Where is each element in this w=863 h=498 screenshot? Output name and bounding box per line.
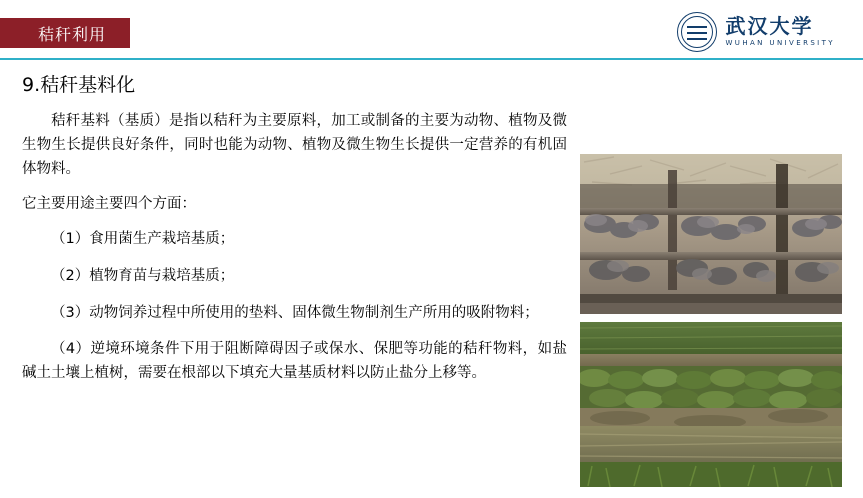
header-divider: [0, 58, 863, 60]
turf-photo-art: [580, 322, 842, 487]
header-section-label: 秸秆利用: [38, 24, 107, 44]
university-name-en: WUHAN UNIVERSITY: [725, 39, 835, 48]
slide-header: [0, 0, 863, 60]
university-logo-text: [725, 16, 835, 47]
paragraph-definition: 秸秆基料（基质）是指以秸秆为主要原料，加工或制备的主要为动物、植物及微生物生长提供良好条件，同时也能为动物、植物及微生物生长提供一定营养的有机固体物料。: [22, 113, 567, 177]
slide-body: [22, 110, 567, 399]
page-title: 9.秸秆基料化: [22, 74, 136, 96]
mushroom-cultivation-photo: [580, 154, 842, 314]
bullet-item-3: （3）动物饲养过程中所使用的垫料、固体微生物制剂生产所用的吸附物料；: [51, 304, 539, 321]
mushroom-photo-art: [580, 154, 842, 314]
university-name-cn: 武汉大学: [725, 14, 814, 39]
seal-gate-icon: [687, 26, 707, 40]
university-seal-icon: [677, 12, 717, 52]
bullet-item-1: （1）食用菌生产栽培基质；: [51, 230, 235, 247]
turf-rolls-field-photo: [580, 322, 842, 487]
bullet-item-2: （2）植物育苗与栽培基质；: [51, 267, 235, 284]
university-logo: [677, 10, 835, 54]
paragraph-uses-intro: 它主要用途主要四个方面：: [22, 195, 196, 212]
bullet-item-4: （4）逆境环境条件下用于阻断障碍因子或保水、保肥等功能的秸秆物料，如盐碱土土壤上植树，需要在根部以下填充大量基质材料以防止盐分上移等。: [22, 341, 567, 382]
header-section-tab: [0, 18, 130, 48]
